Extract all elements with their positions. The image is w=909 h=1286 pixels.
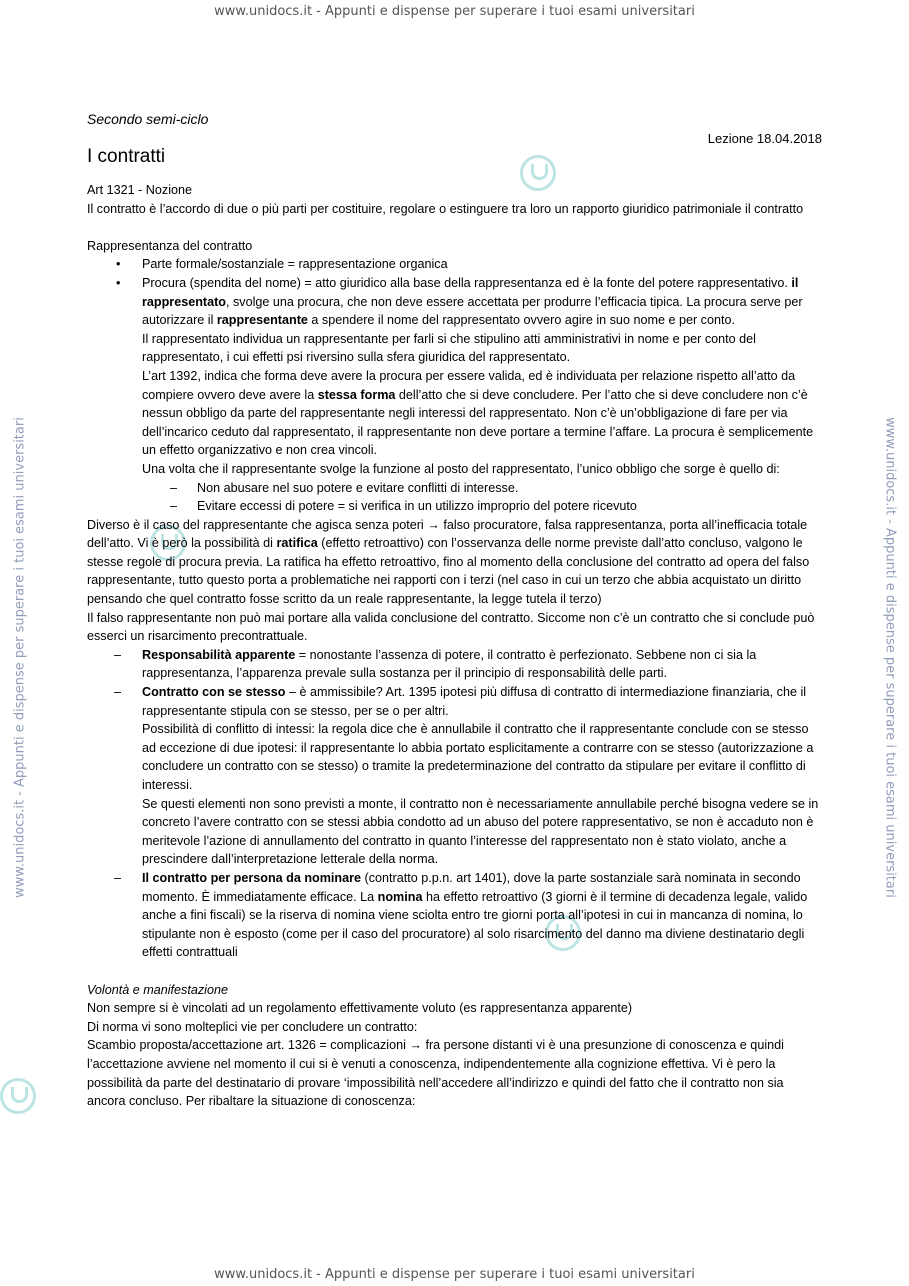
- conflitto-paragraph: Possibilità di conflitto di intessi: la regola dice che è annullabile il contratto che il rappresentante conclude con se stesso ad eccezione di due ipotesi: il rappresentante lo abbia portato esplicitamente a contrarre con se stesso (autorizzazione a concludere un contratto con se stesso) o tramite la predeterminazione del contratto da stipulare per evitare il conflitto di interessi.: [142, 722, 814, 792]
- watermark-right: www.unidocs.it - Appunti e dispense per superare i tuoi esami universitari: [882, 417, 898, 898]
- bullet-text: Parte formale/sostanziale = rappresentazione organica: [142, 257, 448, 272]
- list-item: [87, 869, 825, 962]
- volonta-line-2: Di norma vi sono molteplici vie per concludere un contratto:: [87, 1019, 418, 1034]
- volonta-line-3: [87, 1036, 825, 1110]
- falso-rappresentante-paragraph: [87, 516, 825, 609]
- page-title: I contratti: [87, 146, 166, 167]
- persona-da-nominare: [142, 869, 825, 962]
- art1321-heading: Art 1321 - Nozione: [87, 183, 193, 197]
- obbligo-paragraph: Una volta che il rappresentante svolge la funzione al posto del rappresentato, l’unico obbligo che sorge è quello di:: [142, 461, 780, 476]
- contratto-se-stesso: [142, 683, 825, 720]
- text-run: Diverso è il caso del rappresentante che agisca senza poteri: [87, 517, 428, 532]
- text-run: L’art 1392, indica che forma deve avere la procura per essere valida, ed è individuata per relazione rispetto all’atto da compiere ovvero deve avere la: [142, 368, 796, 402]
- sub-item-text: Evitare eccessi di potere = si verifica in un utilizzo improprio del potere ricevuto: [197, 499, 637, 514]
- lezione-date: Lezione 18.04.2018: [707, 131, 822, 146]
- bold-run: Il contratto per persona da nominare: [142, 870, 362, 885]
- watermark-left: www.unidocs.it - Appunti e dispense per superare i tuoi esami universitari: [12, 417, 28, 898]
- annullabile-paragraph: Se questi elementi non sono previsti a monte, il contratto non è necessariamente annullabile perché bisogna vedere se in concreto l’avere contratto con se stessi abbia condotto ad un abuso del potere rappresentativo, se non è accaduto non è meritevole l’azione di annullamento del contratto in quanto l’interesse del rappresentato non è stato violato, anche a prescindere dall’interpretazione letterale della norma.: [142, 796, 819, 867]
- bold-run: il rappresentato: [142, 275, 799, 309]
- text-run: falso procuratore, falsa rappresentanza, porta all’inefficacia totale dell’atto. Vi è però la possibilità di: [87, 517, 808, 551]
- art1321-text: Il contratto è l’accordo di due o più parti per costituire, regolare o estinguere tra loro un rapporto giuridico patrimoniale il contratto: [87, 201, 804, 216]
- bold-run: Responsabilità apparente: [142, 647, 296, 662]
- sub-item-text: Non abusare nel suo potere e evitare conflitti di interesse.: [197, 480, 519, 495]
- text-run: dell’atto che si deve concludere. Per l’atto che si deve concludere non c’è nessun obbligo da parte del rappresentante negli interessi del rappresentato. Non c’è un’obbligazione di fare per via dell’incarico ceduto dal rappresentato, il rappresentante non deve portare a termine l’affare. La procura è semplicemente un effetto organizzativo e non crea vincoli.: [142, 387, 814, 458]
- text-run: Procura (spendita del nome) = atto giuridico alla base della rappresentanza ed è la fonte del potere rappresentativo.: [142, 275, 792, 290]
- list-item: [87, 255, 825, 274]
- volonta-line-1: Non sempre si è vincolati ad un regolamento effettivamente voluto (es rappresentanza apparente): [87, 1001, 633, 1016]
- art1392-paragraph: [142, 367, 825, 460]
- text-run: ha effetto retroattivo (3 giorni è il termine di decadenza legale, valido anche a fini fiscali) se la riserva di nomina viene sciolta entro tre giorni porta all’ipotesi in cui in mancanza di nomina, lo stipulante non è esposto (come per il caso del procuratore) al solo risarcimento del danno ma diviene destinatario degli effetti contrattuali: [142, 889, 808, 960]
- document-body: [87, 181, 825, 1111]
- text-run: Scambio proposta/accettazione art. 1326 = complicazioni: [87, 1038, 410, 1053]
- rappresentanza-list: [87, 255, 825, 478]
- bold-run: nomina: [377, 889, 423, 904]
- text-run: a spendere il nome del rappresentato ovvero agire in suo nome e per conto.: [307, 313, 735, 328]
- procura-paragraph: [142, 274, 825, 330]
- text-run: (effetto retroattivo) con l’osservanza delle norme previste dall’atto concluso, valgono le stesse regole di procura previa. La ratifica ha effetto retroattivo, fino al momento della conclusione del contratto ad opera del falso rappresentante, tutto questo porta a problematiche nei rapporti con i terzi (nel caso in cui un terzo che abbia acquistato un diritto pensando che quel contratto fosse scritto da un reale rappresentante, la legge tutela il terzo): [87, 536, 810, 607]
- watermark-bottom: www.unidocs.it - Appunti e dispense per superare i tuoi esami universitari: [214, 1267, 695, 1282]
- bold-run: stessa forma: [317, 387, 396, 402]
- obblighi-list: [87, 479, 825, 516]
- bold-run: rappresentante: [216, 313, 308, 328]
- rappresentanza-heading: Rappresentanza del contratto: [87, 238, 253, 253]
- watermark-top: www.unidocs.it - Appunti e dispense per superare i tuoi esami universitari: [214, 4, 695, 19]
- list-item: [87, 497, 825, 516]
- list-item: [87, 479, 825, 498]
- text-run: – è ammissibile? Art. 1395 ipotesi più diffusa di contratto di intermediazione finanziaria, che il rappresentante stipula con se stesso, per se o per altri.: [142, 685, 807, 718]
- responsabilita-apparente: [142, 646, 825, 683]
- text-run: fra persone distanti vi è una presunzione di conoscenza e quindi l’accettazione avviene nel momento il cui si è venuti a conoscenza, indipendentemente alla cognizione effettiva. Vi è pero la possibilità da parte del destinatario di provare ‘impossibilità nell’accedere all’indirizzo e quindi del fatto che il contratto non sia ancora concluso. Per ribaltare la situazione di conoscenza:: [87, 1038, 784, 1109]
- text-run: = nonostante l’assenza di potere, il contratto è perfezionato. Sebbene non ci sia la rappresentanza, l’apparenza prevale sulla sostanza per il principio di responsabilità delle parti.: [142, 647, 757, 681]
- rappresentato-paragraph: Il rappresentato individua un rappresentante per farli si che stipulino atti amministrativi in nome e per conto del rappresentato, i cui effetti psi riversino sulla sfera giuridica del rappresentato.: [142, 331, 756, 365]
- text-run: , svolge una procura, che non deve essere accettata per produrre l’efficacia tipica. La procura serve per autorizzare il: [142, 294, 803, 328]
- unidocs-logo-icon: [0, 1078, 36, 1114]
- bold-run: Contratto con se stesso: [142, 685, 286, 700]
- arrow-icon: →: [427, 517, 440, 532]
- list-item: [87, 274, 825, 479]
- list-item: [87, 683, 825, 869]
- semi-ciclo-label: Secondo semi-ciclo: [87, 111, 209, 127]
- ipotesi-list: [87, 646, 825, 962]
- arrow-icon: →: [409, 1038, 422, 1053]
- falso-conclusione-paragraph: Il falso rappresentante non può mai portare alla valida conclusione del contratto. Siccome non c’è un contratto che si conclude può esserci un risarcimento precontrattuale.: [87, 610, 815, 644]
- bold-run: ratifica: [276, 536, 318, 551]
- list-item: [87, 646, 825, 683]
- text-run: (contratto p.p.n. art 1401), dove la parte sostanziale sarà nominata in secondo momento. È immediatamente efficace. La: [142, 870, 801, 904]
- volonta-heading: Volontà e manifestazione: [87, 982, 228, 997]
